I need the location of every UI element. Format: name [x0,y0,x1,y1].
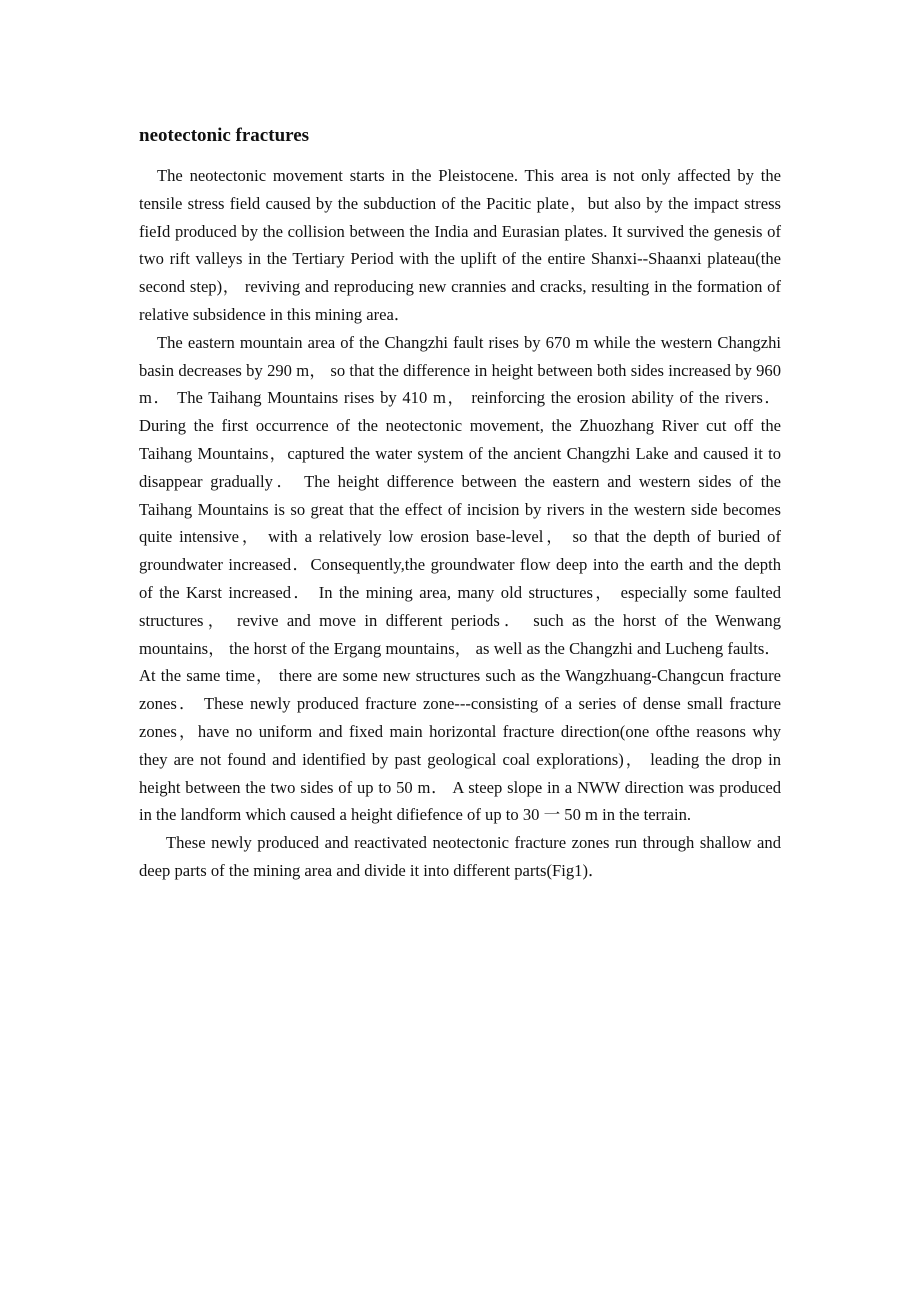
paragraph-2: The eastern mountain area of the Changzhi fault rises by 670 m while the western Changzhi basin decreases by 290 m， so that the difference in height between both sides increased by 960 m． The Taihang Mountains rises by 410 m， reinforcing the erosion ability of the rivers． During the first occurrence of the neotectonic movement, the Zhuozhang River cut off the Taihang Mountains，captured the water system of the ancient Changzhi Lake and caused it to disappear gradually． The height difference between the eastern and western sides of the Taihang Mountains is so great that the effect of incision by rivers in the western side becomes quite intensive， with a relatively low erosion base-level， so that the depth of buried of groundwater increased．Consequently,the groundwater flow deep into the earth and the depth of the Karst increased． In the mining area, many old structures， especially some faulted structures， revive and move in different periods． such as the horst of the Wenwang mountains， the horst of the Ergang mountains， as well as the Changzhi and Lucheng faults． At the same time， there are some new structures such as the Wangzhuang-Changcun fracture zones． These newly produced fracture zone---consisting of a series of dense small fracture zones，have no uniform and fixed main horizontal fracture direction(one ofthe reasons why they are not found and identified by past geological coal explorations)， leading the drop in height between the two sides of up to 50 m． A steep slope in a NWW direction was produced in the landform which caused a height difiefence of up to 30 一 50 m in the terrain. [139,332,781,825]
paragraph-3: These newly produced and reactivated neotectonic fracture zones run through shallow and deep parts of the mining area and divide it into different parts(Fig1)． [139,833,781,880]
document-page [139,122,781,885]
section-heading: neotectonic fractures [139,125,310,146]
paragraph-1: The neotectonic movement starts in the Pleistocene. This area is not only affected by the tensile stress field caused by the subduction of the Pacitic plate，but also by the impact stress fieId produced by the collision between the India and Eurasian plates. It survived the genesis of two rift valleys in the Tertiary Period with the uplift of the entire Shanxi--Shaanxi plateau(the second step)， reviving and reproducing new crannies and cracks, resulting in the formation of relative subsidence in this mining area． [139,166,781,324]
